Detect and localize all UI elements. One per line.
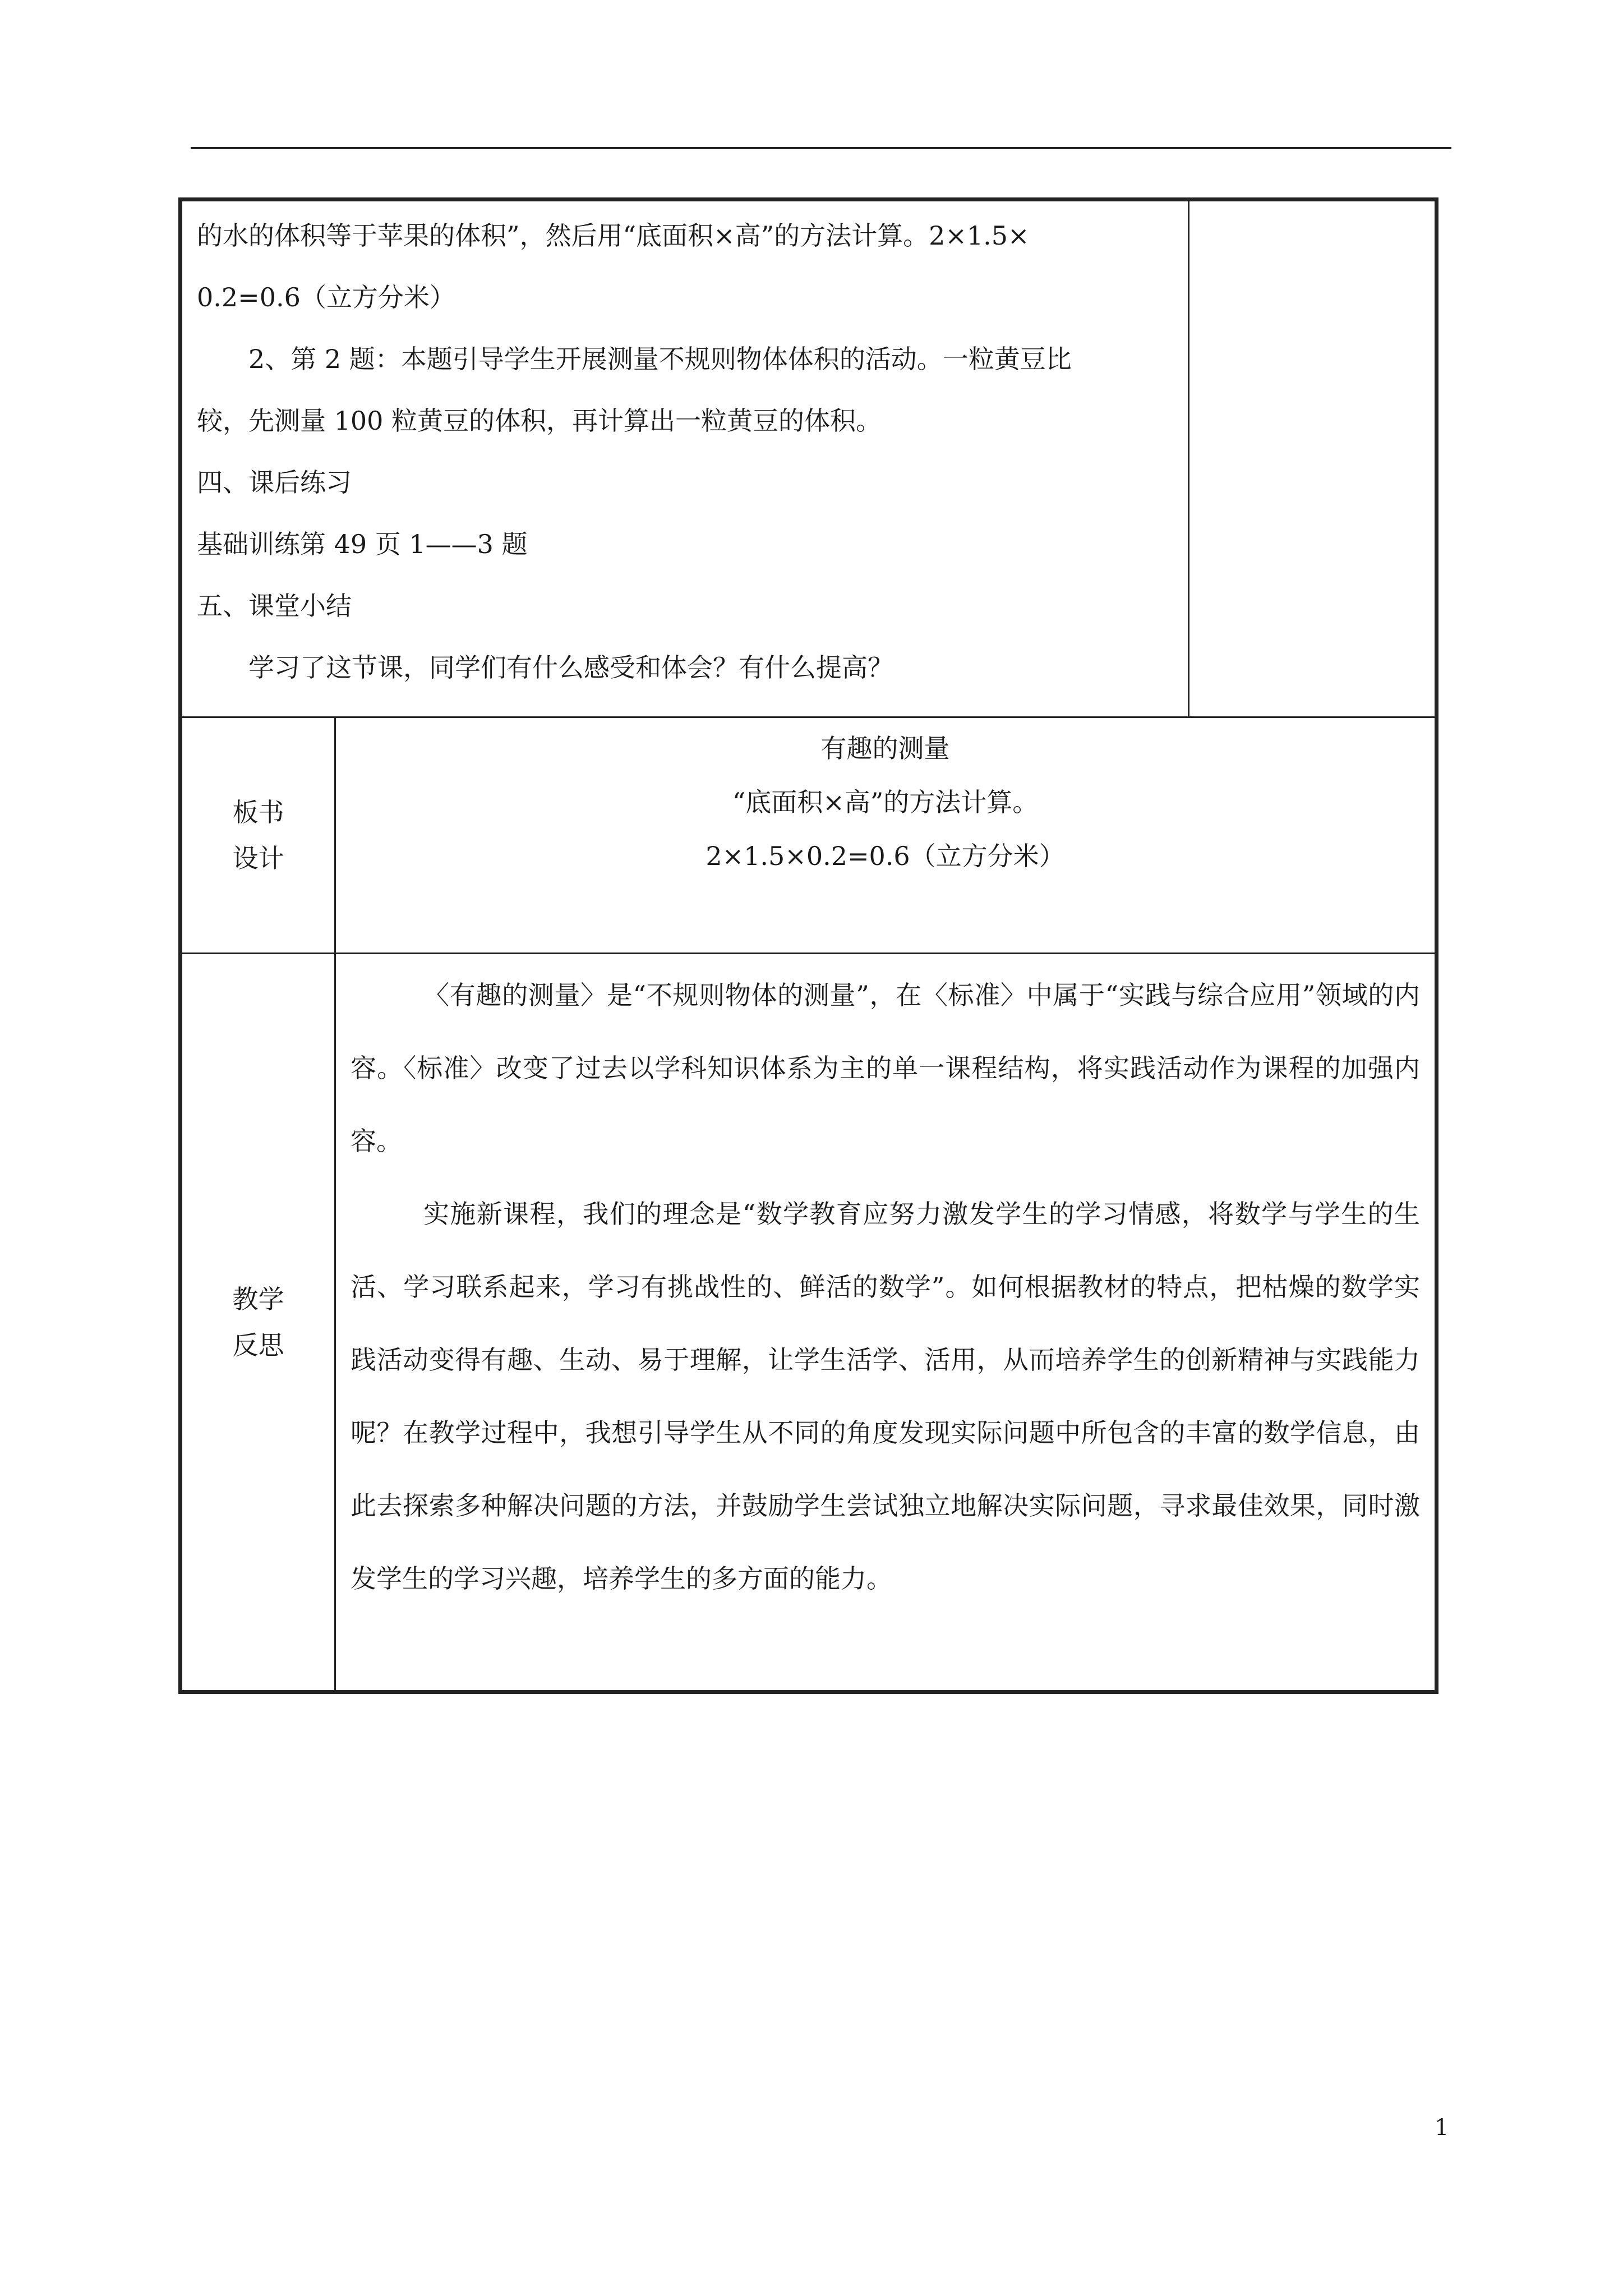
notes-cell: [1189, 200, 1437, 717]
reflection-label: 教学 反思: [181, 954, 335, 1692]
lesson-line: 2、第 2 题：本题引导学生开展测量不规则物体体积的活动。一粒黄豆比: [248, 344, 1072, 374]
lesson-line: 的水的体积等于苹果的体积”，然后用“底面积×高”的方法计算。2×1.5×: [197, 220, 1030, 251]
board-design-row: [181, 717, 1437, 954]
reflection-row: [181, 954, 1437, 1692]
lesson-line: 基础训练第 49 页 1——3 题: [197, 529, 528, 559]
lesson-content-cell: [181, 200, 1189, 717]
header-rule: [191, 147, 1451, 149]
section-heading: 五、课堂小结: [197, 591, 352, 621]
lesson-plan-table: [178, 197, 1438, 1694]
board-title: 有趣的测量: [820, 733, 950, 763]
lesson-content-row: [181, 200, 1437, 717]
board-design-label: 板书 设计: [181, 717, 335, 954]
board-line: “底面积×高”的方法计算。: [732, 787, 1039, 817]
board-design-content: [335, 717, 1437, 954]
lesson-line: 较，先测量 100 粒黄豆的体积，再计算出一粒黄豆的体积。: [197, 406, 882, 436]
reflection-paragraph: 〈有趣的测量〉是“不规则物体的测量”，在〈标准〉中属于“实践与综合应用”领域的内容。〈标准〉改变了过去以学科知识体系为主的单一课程结构，将实践活动作为课程的加强内容。: [351, 980, 1420, 1156]
lesson-line: 学习了这节课，同学们有什么感受和体会？有什么提高？: [248, 652, 893, 683]
reflection-content: [335, 954, 1437, 1692]
section-heading: 四、课后练习: [197, 467, 352, 498]
lesson-line: 0.2=0.6（立方分米）: [197, 282, 455, 312]
board-line: 2×1.5×0.2=0.6（立方分米）: [706, 841, 1065, 871]
reflection-paragraph: 实施新课程，我们的理念是“数学教育应努力激发学生的学习情感，将数学与学生的生活、学习联系起来，学习有挑战性的、鲜活的数学”。如何根据教材的特点，把枯燥的数学实践活动变得有趣、生动、易于理解，让学生活学、活用，从而培养学生的创新精神与实践能力呢？在教学过程中，我想引导学生从不同的角度发现实际问题中所包含的丰富的数学信息，由此去探索多种解决问题的方法，并鼓励学生尝试独立地解决实际问题，寻求最佳效果，同时激发学生的学习兴趣，培养学生的多方面的能力。: [351, 1199, 1420, 1594]
page-number: 1: [1435, 2115, 1449, 2141]
